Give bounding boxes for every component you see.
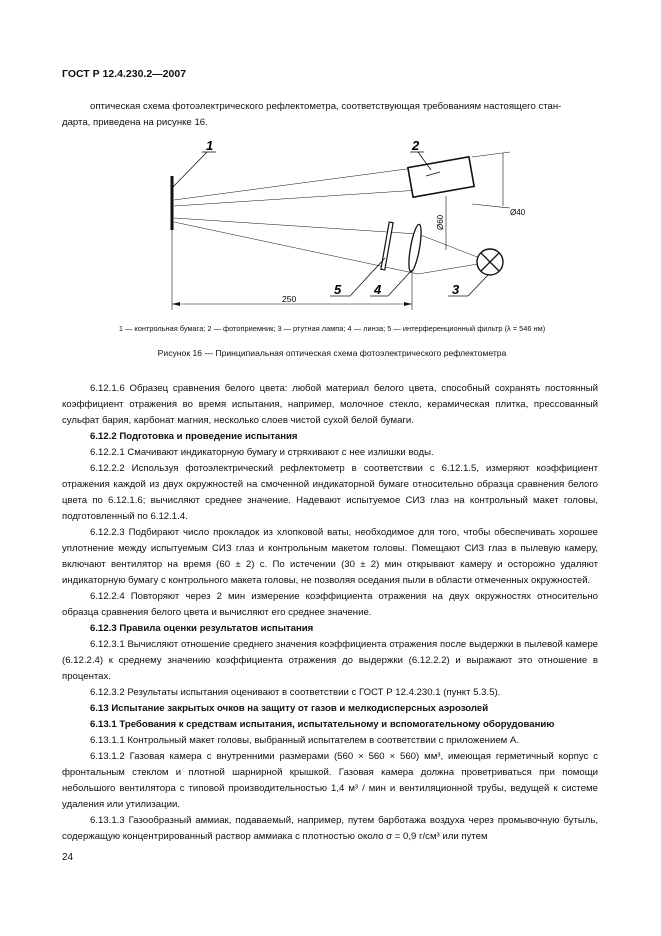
section-heading: 6.12.2 Подготовка и проведение испытания <box>90 431 298 442</box>
paragraph: 6.12.2.2 Используя фотоэлектрический рефлектометр в соответствии с 6.12.1.5, измеряют коэффициент отражения каждой из двух окружностей на смоченной индикаторной бумаге относительно образца сравнения белого цвета по 6.12.1.6; вычисляют среднее значение. Надевают испытуемое СИЗ глаз на контрольный макет головы, подготовленный по 6.12.1.4. <box>62 463 598 522</box>
page-number: 24 <box>62 852 74 863</box>
lens <box>406 224 423 273</box>
beam-upper-to-receiver <box>174 168 414 200</box>
paragraph: 6.12.1.6 Образец сравнения белого цвета: любой материал белого цвета, способный сохранять постоянный коэффициент отражения во время испытания, например, молочное стекло, керамическая плитка, прессованный сульфат бария, карбонат магния, несколько слоев чистой сухой белой бумаги. <box>62 383 598 426</box>
page-header: ГОСТ Р 12.4.230.2—2007 <box>62 68 187 80</box>
label-4: 4 <box>374 282 382 297</box>
intro-line-1: оптическая схема фотоэлектрического рефлектометра, соответствующая требованиям настоящего стан- <box>90 101 562 112</box>
section-heading: 6.12.3 Правила оценки результатов испытания <box>90 623 314 634</box>
leader-3 <box>468 275 488 296</box>
paragraph: 6.12.2.3 Подбирают число прокладок из хлопковой ваты, необходимое для того, чтобы обеспечивать хорошее уплотнение между испытуемым СИЗ глаз и контрольным макетом головы. Помещают СИЗ глаз в пылевую камеру, включают вентилятор на время (60 ± 2) с. По истечении (30 ± 2) мин открывают камеру и осторожно удаляют индикаторную бумагу с контрольного макета головы, не позволяя оседания пыли в области отмеченных окружностей. <box>62 527 598 586</box>
intro-line-2: дарта, приведена на рисунке 16. <box>62 117 208 128</box>
section-heading: 6.13 Испытание закрытых очков на защиту от газов и мелкодисперсных аэрозолей <box>90 703 489 714</box>
label-d60: Ø60 <box>436 214 445 230</box>
figure-caption: Рисунок 16 — Принципиальная оптическая схема фотоэлектрического рефлектометра <box>157 348 507 358</box>
paragraph: 6.13.1.3 Газообразный аммиак, подаваемый, например, путем барботажа воздуха через промывочную бутыль, содержащую концентрированный раствор аммиака с плотностью около σ = 0,9 г/см³ или путем <box>62 815 598 842</box>
label-5: 5 <box>334 282 342 297</box>
body-text <box>62 381 598 845</box>
interference-filter <box>381 222 393 270</box>
figure-legend: 1 — контрольная бумага; 2 — фотоприемник; 3 — ртутная лампа; 4 — линза; 5 — интерференционный фильтр (λ = 546 нм) <box>118 324 546 333</box>
label-d40: Ø40 <box>510 208 526 217</box>
paragraph: 6.12.2.4 Повторяют через 2 мин измерение коэффициента отражения на двух окружностях относительно образца сравнения белого цвета и вычисляют его среднее значение. <box>62 591 598 618</box>
paragraph: 6.12.3.1 Вычисляют отношение среднего значения коэффициента отражения после выдержки в пылевой камере (6.12.2.4) к среднему значению коэффициента отражения до выдержки (6.12.2.2) и выражают это отношение в процентах. <box>62 639 598 682</box>
paragraph: 6.13.1.1 Контрольный макет головы, выбранный испытателем в соответствии с приложением А. <box>90 735 519 746</box>
label-250: 250 <box>282 294 297 304</box>
optical-scheme-figure <box>150 138 540 318</box>
paragraph: 6.12.2.1 Смачивают индикаторную бумагу и стряхивают с нее излишки воды. <box>90 447 434 458</box>
section-heading: 6.13.1 Требования к средствам испытания, испытательному и вспомогательному оборудованию <box>90 719 555 730</box>
beam-upper-from-lamp <box>174 218 418 234</box>
label-1: 1 <box>206 138 214 153</box>
label-2: 2 <box>412 138 420 153</box>
label-3: 3 <box>452 282 460 297</box>
paragraph: 6.12.3.2 Результаты испытания оценивают в соответствии с ГОСТ Р 12.4.230.1 (пункт 5.3.5). <box>90 687 501 698</box>
photo-receiver <box>408 157 474 197</box>
intro-paragraph <box>62 99 602 131</box>
paragraph: 6.13.1.2 Газовая камера с внутренними размерами (560 × 560 × 560) мм³, имеющая герметичный корпус с фронтальным стеклом и плотной шарнирной крышкой. Газовая камера должна проветриваться при помощи небольшого вентилятора с типовой производительностью 1,4 м³ / мин и вентиляционной трубы, ведущей к системе удаления или утилизации. <box>62 751 598 810</box>
leader-1 <box>172 152 207 188</box>
beam-lower-to-receiver <box>174 190 420 206</box>
leader-4 <box>388 270 412 296</box>
